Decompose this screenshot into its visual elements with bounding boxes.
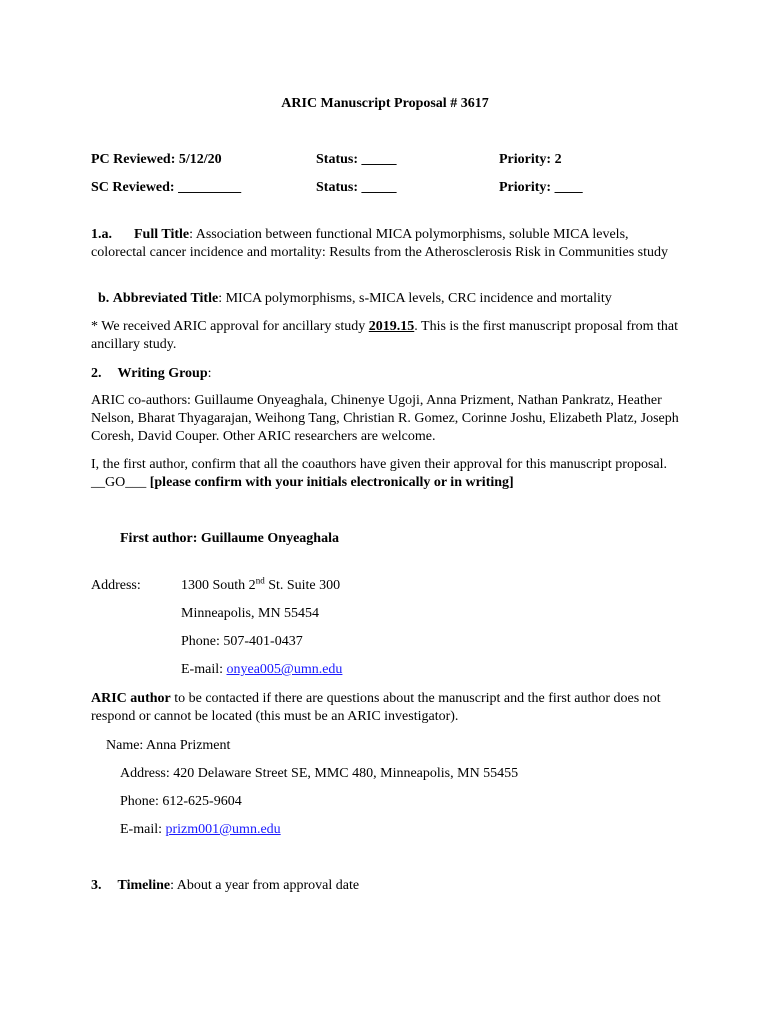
- section-number: b.: [98, 291, 110, 306]
- aric-author-paragraph: [91, 690, 683, 726]
- section-number: 1.a.: [91, 227, 112, 242]
- section-number: 2.: [91, 366, 102, 381]
- first-author-label: First author: [120, 531, 193, 546]
- confirmation-paragraph: [91, 456, 683, 492]
- first-author-phone: Phone: 507-401-0437: [181, 634, 303, 649]
- writing-group-colon: :: [207, 366, 212, 381]
- timeline-section: [91, 877, 359, 895]
- sc-priority: Priority: ____: [499, 180, 583, 195]
- aric-author-label: ARIC author: [91, 691, 171, 706]
- confirmation-instruction: [please confirm with your initials electronically or in writing]: [149, 475, 514, 490]
- document-title: ARIC Manuscript Proposal # 3617: [281, 96, 489, 111]
- full-title-text: : Association between functional MICA polymorphisms, soluble MICA levels, colorectal cancer incidence and mortality: Results from the Atherosclerosis Risk in Communities study: [91, 227, 668, 260]
- timeline-label: Timeline: [117, 878, 171, 893]
- abbreviated-title-text: : MICA polymorphisms, s-MICA levels, CRC incidence and mortality: [218, 291, 612, 306]
- aric-author-text: to be contacted if there are questions about the manuscript and the first author does not respond or cannot be located (this must be an ARIC investigator).: [91, 691, 661, 724]
- pc-status: Status: _____: [316, 152, 397, 167]
- aric-author-name: Name: Anna Prizment: [106, 738, 231, 753]
- pc-priority: Priority: 2: [499, 152, 562, 167]
- sc-status: Status: _____: [316, 180, 397, 195]
- address-ordinal: nd: [255, 575, 265, 586]
- ancillary-study-id: 2019.15: [368, 319, 415, 334]
- first-author-email-link[interactable]: onyea005@umn.edu: [226, 662, 343, 677]
- abbreviated-title-section: [98, 290, 612, 308]
- address-suite: St. Suite 300: [264, 578, 341, 593]
- address-label: Address:: [91, 578, 141, 593]
- writing-group-heading: [91, 365, 212, 383]
- coauthors-paragraph: ARIC co-authors: Guillaume Onyeaghala, Chinenye Ugoji, Anna Prizment, Nathan Pankratz, Heather Nelson, Bharat Thyagarajan, Weihong Tang, Christian R. Gomez, Corinne Joshu, Elizabeth Platz, Joseph Coresh, David Couper. Other ARIC researchers are welcome.: [91, 393, 679, 444]
- address-street: 1300 South 2: [181, 578, 256, 593]
- email-label: E-mail:: [120, 822, 166, 837]
- first-author-address-line1: [181, 577, 340, 595]
- aric-author-email: [120, 821, 281, 839]
- abbreviated-title-label: Abbreviated Title: [112, 291, 219, 306]
- full-title-label: Full Title: [134, 227, 190, 242]
- first-author-address-line2: Minneapolis, MN 55454: [181, 606, 320, 621]
- first-author-email: [181, 661, 342, 679]
- section-number: 3.: [91, 878, 102, 893]
- first-author-heading: [120, 530, 339, 548]
- email-label: E-mail:: [181, 662, 227, 677]
- sc-reviewed: SC Reviewed: _________: [91, 180, 242, 195]
- aric-author-phone: Phone: 612-625-9604: [120, 794, 242, 809]
- pc-reviewed: PC Reviewed: 5/12/20: [91, 152, 222, 167]
- timeline-text: : About a year from approval date: [170, 878, 360, 893]
- ancillary-note-text-end: . This is the first manuscript proposal from that ancillary study.: [91, 319, 679, 352]
- confirmation-text: I, the first author, confirm that all the coauthors have given their approval for this manuscript proposal. __GO___: [91, 457, 667, 490]
- full-title-section: [91, 226, 683, 262]
- writing-group-label: Writing Group: [117, 366, 208, 381]
- ancillary-note: [91, 318, 683, 354]
- first-author-name: : Guillaume Onyeaghala: [192, 531, 339, 546]
- aric-author-email-link[interactable]: prizm001@umn.edu: [165, 822, 281, 837]
- ancillary-note-text: * We received ARIC approval for ancillary study: [91, 319, 369, 334]
- aric-author-address: Address: 420 Delaware Street SE, MMC 480, Minneapolis, MN 55455: [120, 766, 519, 781]
